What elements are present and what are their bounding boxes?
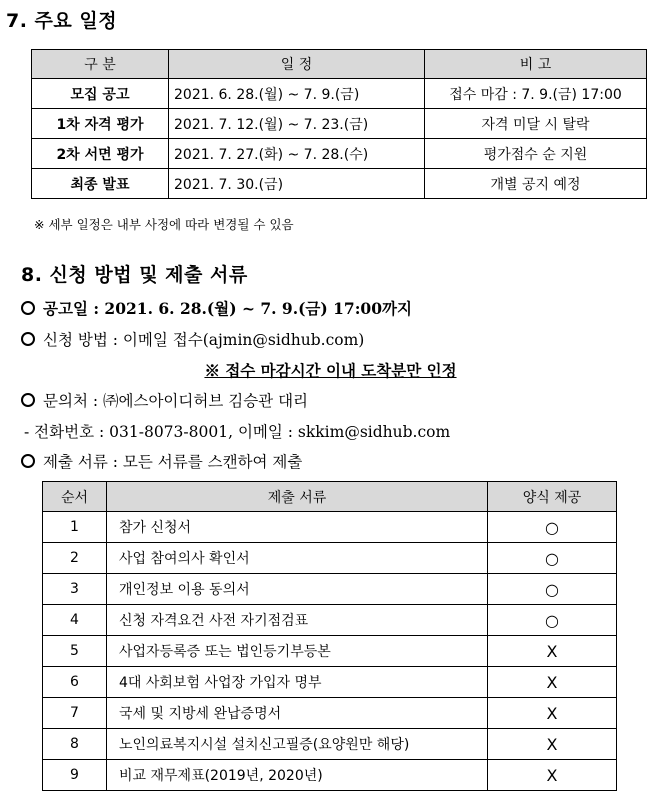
- section-7-title: 7. 주요 일정: [6, 10, 118, 32]
- table-row: [43, 698, 617, 729]
- doc-name: 노인의료복지시설 설치신고필증(요양원만 해당): [107, 729, 488, 760]
- form-provided-mark: ○: [488, 605, 617, 636]
- table-row: [32, 169, 647, 199]
- schedule-table: [31, 49, 647, 199]
- doc-name: 국세 및 지방세 완납증명서: [107, 698, 488, 729]
- table-row: [43, 605, 617, 636]
- header-form-provided: 양식 제공: [488, 482, 617, 512]
- deadline-notice-line: [0, 359, 661, 381]
- header-category: 구 분: [32, 50, 169, 79]
- submission-text: 제출 서류 : 모든 서류를 스캔하여 제출: [43, 453, 303, 471]
- doc-number: 2: [43, 543, 107, 574]
- form-provided-mark: X: [488, 729, 617, 760]
- form-provided-mark: X: [488, 636, 617, 667]
- header-order: 순서: [43, 482, 107, 512]
- doc-name: 참가 신청서: [107, 512, 488, 543]
- section-8-title: 8. 신청 방법 및 제출 서류: [21, 264, 248, 286]
- contact-text: 문의처 : ㈜에스아이디허브 김승관 대리: [43, 392, 309, 410]
- table-row: [43, 729, 617, 760]
- schedule-date: 2021. 7. 30.(금): [169, 169, 425, 199]
- schedule-name: 최종 발표: [32, 169, 169, 199]
- header-schedule: 일 정: [169, 50, 425, 79]
- table-row: [43, 760, 617, 791]
- submission-line: [21, 450, 302, 472]
- schedule-footnote: ※ 세부 일정은 내부 사정에 따라 변경될 수 있음: [34, 217, 294, 232]
- phone-line: - 전화번호 : 031-8073-8001, 이메일 : skkim@sidhub.com: [24, 423, 451, 441]
- doc-number: 1: [43, 512, 107, 543]
- schedule-note: 자격 미달 시 탈락: [425, 109, 647, 139]
- schedule-note: 개별 공지 예정: [425, 169, 647, 199]
- schedule-date: 2021. 7. 27.(화) ~ 7. 28.(수): [169, 139, 425, 169]
- circle-bullet-icon: [21, 332, 35, 346]
- table-row: [43, 574, 617, 605]
- table-row: [32, 109, 647, 139]
- doc-number: 9: [43, 760, 107, 791]
- table-row: [43, 636, 617, 667]
- form-provided-mark: X: [488, 667, 617, 698]
- form-provided-mark: X: [488, 760, 617, 791]
- doc-number: 6: [43, 667, 107, 698]
- announce-line: [21, 297, 412, 319]
- form-provided-mark: ○: [488, 543, 617, 574]
- circle-bullet-icon: [21, 301, 35, 315]
- announce-text: 공고일 : 2021. 6. 28.(월) ~ 7. 9.(금) 17:00까지: [43, 299, 412, 318]
- header-remarks: 비 고: [425, 50, 647, 79]
- doc-name: 비교 재무제표(2019년, 2020년): [107, 760, 488, 791]
- table-row: [43, 512, 617, 543]
- schedule-date: 2021. 6. 28.(월) ~ 7. 9.(금): [169, 79, 425, 109]
- doc-name: 사업 참여의사 확인서: [107, 543, 488, 574]
- doc-name: 개인정보 이용 동의서: [107, 574, 488, 605]
- circle-bullet-icon: [21, 393, 35, 407]
- doc-number: 4: [43, 605, 107, 636]
- schedule-date: 2021. 7. 12.(월) ~ 7. 23.(금): [169, 109, 425, 139]
- method-text: 신청 방법 : 이메일 접수(ajmin@sidhub.com): [43, 331, 365, 349]
- schedule-name: 모집 공고: [32, 79, 169, 109]
- form-provided-mark: X: [488, 698, 617, 729]
- doc-name: 4대 사회보험 사업장 가입자 명부: [107, 667, 488, 698]
- doc-number: 8: [43, 729, 107, 760]
- method-line: [21, 328, 364, 350]
- contact-line: [21, 389, 308, 411]
- schedule-note: 평가점수 순 지원: [425, 139, 647, 169]
- schedule-name: 2차 서면 평가: [32, 139, 169, 169]
- form-provided-mark: ○: [488, 512, 617, 543]
- form-provided-mark: ○: [488, 574, 617, 605]
- table-row: [32, 79, 647, 109]
- deadline-notice-text: ※ 접수 마감시간 이내 도착분만 인정: [204, 361, 457, 380]
- table-row: [43, 543, 617, 574]
- table-header-row: [32, 50, 647, 79]
- doc-name: 신청 자격요건 사전 자기점검표: [107, 605, 488, 636]
- doc-number: 5: [43, 636, 107, 667]
- schedule-note: 접수 마감 : 7. 9.(금) 17:00: [425, 79, 647, 109]
- doc-number: 7: [43, 698, 107, 729]
- doc-name: 사업자등록증 또는 법인등기부등본: [107, 636, 488, 667]
- schedule-name: 1차 자격 평가: [32, 109, 169, 139]
- documents-table: [42, 481, 617, 791]
- table-row: [43, 667, 617, 698]
- table-header-row: [43, 482, 617, 512]
- doc-number: 3: [43, 574, 107, 605]
- header-document: 제출 서류: [107, 482, 488, 512]
- table-row: [32, 139, 647, 169]
- circle-bullet-icon: [21, 454, 35, 468]
